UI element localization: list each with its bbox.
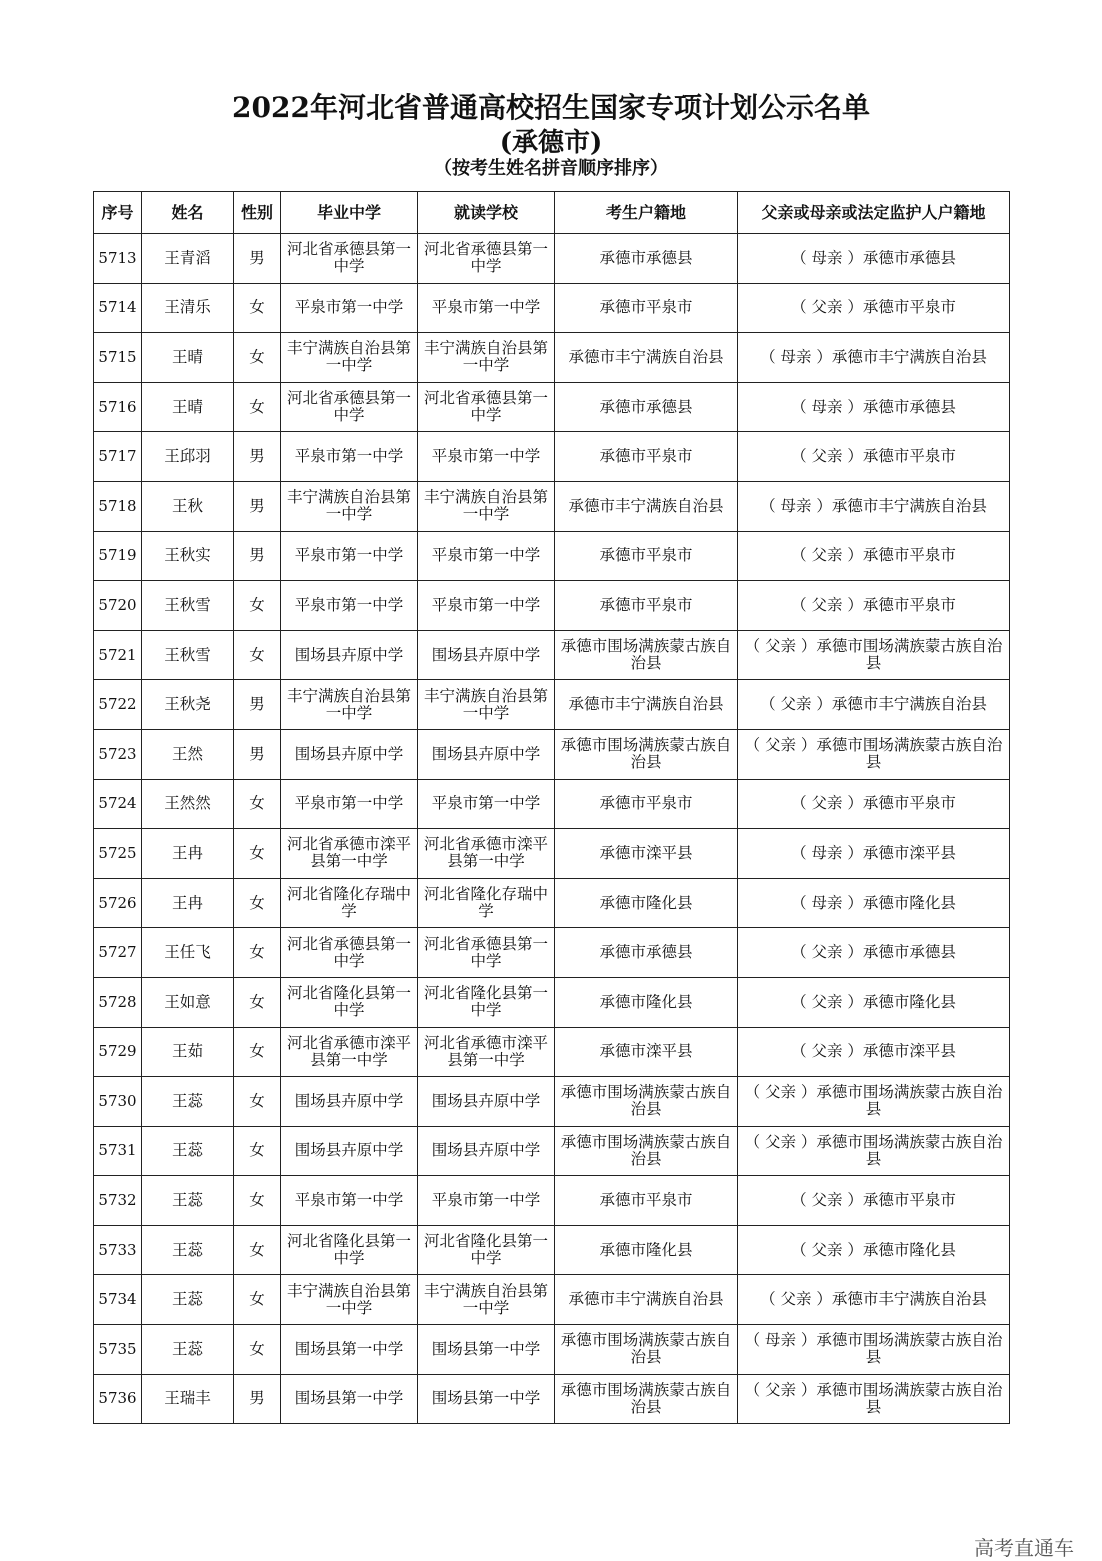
- guardian-residence-cell: （ 父亲 ）承德市平泉市: [738, 283, 1010, 333]
- graduated-school-cell: 平泉市第一中学: [281, 531, 418, 581]
- current-school-cell: 河北省隆化存瑞中学: [418, 878, 555, 928]
- student-residence-cell: 承德市承德县: [555, 234, 738, 284]
- graduated-school-cell: 平泉市第一中学: [281, 1176, 418, 1226]
- guardian-residence-cell: （ 父亲 ）承德市平泉市: [738, 432, 1010, 482]
- seq-cell: 5726: [94, 878, 142, 928]
- graduated-school-cell: 河北省承德市滦平县第一中学: [281, 829, 418, 879]
- gender-cell: 男: [234, 680, 281, 730]
- seq-cell: 5717: [94, 432, 142, 482]
- name-cell: 王任飞: [142, 928, 234, 978]
- current-school-cell: 围场县卉原中学: [418, 1077, 555, 1127]
- gender-cell: 男: [234, 432, 281, 482]
- guardian-residence-cell: （ 父亲 ）承德市平泉市: [738, 779, 1010, 829]
- table-row: [94, 829, 1010, 879]
- table-row: [94, 878, 1010, 928]
- gender-cell: 女: [234, 1126, 281, 1176]
- name-cell: 王蕊: [142, 1126, 234, 1176]
- table-row: [94, 1275, 1010, 1325]
- gender-cell: 男: [234, 729, 281, 779]
- guardian-residence-cell: （ 母亲 ）承德市隆化县: [738, 878, 1010, 928]
- current-school-cell: 平泉市第一中学: [418, 531, 555, 581]
- student-residence-cell: 承德市平泉市: [555, 432, 738, 482]
- name-cell: 王邱羽: [142, 432, 234, 482]
- current-school-cell: 平泉市第一中学: [418, 283, 555, 333]
- name-cell: 王蕊: [142, 1077, 234, 1127]
- guardian-residence-cell: （ 父亲 ）承德市围场满族蒙古族自治县: [738, 1077, 1010, 1127]
- table-body: [94, 234, 1010, 1424]
- current-school-cell: 围场县第一中学: [418, 1374, 555, 1424]
- seq-cell: 5725: [94, 829, 142, 879]
- seq-cell: 5721: [94, 630, 142, 680]
- student-residence-cell: 承德市围场满族蒙古族自治县: [555, 729, 738, 779]
- graduated-school-cell: 围场县第一中学: [281, 1325, 418, 1375]
- current-school-cell: 丰宁满族自治县第一中学: [418, 333, 555, 383]
- table-row: [94, 977, 1010, 1027]
- graduated-school-cell: 河北省承德县第一中学: [281, 382, 418, 432]
- gender-cell: 女: [234, 382, 281, 432]
- student-residence-cell: 承德市隆化县: [555, 977, 738, 1027]
- table-row: [94, 1077, 1010, 1127]
- gender-cell: 男: [234, 1374, 281, 1424]
- header-col-name: 姓名: [142, 192, 234, 234]
- gender-cell: 女: [234, 977, 281, 1027]
- gender-cell: 女: [234, 1027, 281, 1077]
- guardian-residence-cell: （ 母亲 ）承德市围场满族蒙古族自治县: [738, 1325, 1010, 1375]
- header-col-student-residence: 考生户籍地: [555, 192, 738, 234]
- name-cell: 王如意: [142, 977, 234, 1027]
- name-cell: 王冉: [142, 829, 234, 879]
- seq-cell: 5716: [94, 382, 142, 432]
- name-cell: 王晴: [142, 382, 234, 432]
- table-row: [94, 531, 1010, 581]
- seq-cell: 5730: [94, 1077, 142, 1127]
- graduated-school-cell: 围场县卉原中学: [281, 1126, 418, 1176]
- table-row: [94, 432, 1010, 482]
- seq-cell: 5724: [94, 779, 142, 829]
- guardian-residence-cell: （ 父亲 ）承德市丰宁满族自治县: [738, 680, 1010, 730]
- guardian-residence-cell: （ 父亲 ）承德市丰宁满族自治县: [738, 1275, 1010, 1325]
- name-cell: 王蕊: [142, 1275, 234, 1325]
- graduated-school-cell: 河北省承德市滦平县第一中学: [281, 1027, 418, 1077]
- guardian-residence-cell: （ 母亲 ）承德市滦平县: [738, 829, 1010, 879]
- guardian-residence-cell: （ 父亲 ）承德市平泉市: [738, 531, 1010, 581]
- student-residence-cell: 承德市围场满族蒙古族自治县: [555, 1077, 738, 1127]
- student-residence-cell: 承德市丰宁满族自治县: [555, 333, 738, 383]
- gender-cell: 女: [234, 1077, 281, 1127]
- name-cell: 王青滔: [142, 234, 234, 284]
- gender-cell: 女: [234, 333, 281, 383]
- guardian-residence-cell: （ 父亲 ）承德市平泉市: [738, 1176, 1010, 1226]
- graduated-school-cell: 河北省隆化县第一中学: [281, 977, 418, 1027]
- guardian-residence-cell: （ 父亲 ）承德市隆化县: [738, 1225, 1010, 1275]
- table-row: [94, 1225, 1010, 1275]
- student-residence-cell: 承德市滦平县: [555, 829, 738, 879]
- table-row: [94, 333, 1010, 383]
- current-school-cell: 平泉市第一中学: [418, 1176, 555, 1226]
- current-school-cell: 河北省隆化县第一中学: [418, 977, 555, 1027]
- name-cell: 王然: [142, 729, 234, 779]
- graduated-school-cell: 平泉市第一中学: [281, 581, 418, 631]
- graduated-school-cell: 丰宁满族自治县第一中学: [281, 1275, 418, 1325]
- student-residence-cell: 承德市丰宁满族自治县: [555, 481, 738, 531]
- document-subtitle: (承德市): [499, 128, 603, 158]
- graduated-school-cell: 围场县第一中学: [281, 1374, 418, 1424]
- seq-cell: 5735: [94, 1325, 142, 1375]
- current-school-cell: 河北省承德县第一中学: [418, 234, 555, 284]
- student-residence-cell: 承德市丰宁满族自治县: [555, 1275, 738, 1325]
- graduated-school-cell: 丰宁满族自治县第一中学: [281, 333, 418, 383]
- table-header: [94, 192, 1010, 234]
- student-residence-cell: 承德市平泉市: [555, 531, 738, 581]
- table-row: [94, 1176, 1010, 1226]
- header-col-gender: 性别: [234, 192, 281, 234]
- guardian-residence-cell: （ 父亲 ）承德市隆化县: [738, 977, 1010, 1027]
- student-residence-cell: 承德市平泉市: [555, 779, 738, 829]
- gender-cell: 女: [234, 630, 281, 680]
- seq-cell: 5727: [94, 928, 142, 978]
- table-row: [94, 630, 1010, 680]
- seq-cell: 5720: [94, 581, 142, 631]
- student-residence-cell: 承德市承德县: [555, 382, 738, 432]
- student-residence-cell: 承德市平泉市: [555, 283, 738, 333]
- seq-cell: 5736: [94, 1374, 142, 1424]
- student-residence-cell: 承德市承德县: [555, 928, 738, 978]
- guardian-residence-cell: （ 父亲 ）承德市围场满族蒙古族自治县: [738, 1126, 1010, 1176]
- current-school-cell: 平泉市第一中学: [418, 432, 555, 482]
- seq-cell: 5722: [94, 680, 142, 730]
- graduated-school-cell: 河北省承德县第一中学: [281, 928, 418, 978]
- guardian-residence-cell: （ 父亲 ）承德市围场满族蒙古族自治县: [738, 630, 1010, 680]
- header-col-graduated-school: 毕业中学: [281, 192, 418, 234]
- seq-cell: 5723: [94, 729, 142, 779]
- guardian-residence-cell: （ 母亲 ）承德市丰宁满族自治县: [738, 333, 1010, 383]
- table-row: [94, 382, 1010, 432]
- gender-cell: 女: [234, 779, 281, 829]
- seq-cell: 5729: [94, 1027, 142, 1077]
- gender-cell: 女: [234, 1275, 281, 1325]
- table-row: [94, 680, 1010, 730]
- table-row: [94, 1027, 1010, 1077]
- guardian-residence-cell: （ 父亲 ）承德市滦平县: [738, 1027, 1010, 1077]
- guardian-residence-cell: （ 父亲 ）承德市围场满族蒙古族自治县: [738, 1374, 1010, 1424]
- table-row: [94, 928, 1010, 978]
- student-residence-cell: 承德市围场满族蒙古族自治县: [555, 1325, 738, 1375]
- table-row: [94, 1325, 1010, 1375]
- student-residence-cell: 承德市围场满族蒙古族自治县: [555, 1374, 738, 1424]
- gender-cell: 女: [234, 581, 281, 631]
- student-residence-cell: 承德市平泉市: [555, 1176, 738, 1226]
- graduated-school-cell: 围场县卉原中学: [281, 1077, 418, 1127]
- table-row: [94, 729, 1010, 779]
- seq-cell: 5728: [94, 977, 142, 1027]
- current-school-cell: 河北省隆化县第一中学: [418, 1225, 555, 1275]
- graduated-school-cell: 平泉市第一中学: [281, 779, 418, 829]
- table-row: [94, 234, 1010, 284]
- current-school-cell: 围场县卉原中学: [418, 729, 555, 779]
- table-row: [94, 481, 1010, 531]
- student-residence-cell: 承德市隆化县: [555, 1225, 738, 1275]
- seq-cell: 5718: [94, 481, 142, 531]
- table-row: [94, 779, 1010, 829]
- gender-cell: 男: [234, 531, 281, 581]
- header-row: [94, 192, 1010, 234]
- gender-cell: 女: [234, 1176, 281, 1226]
- guardian-residence-cell: （ 母亲 ）承德市承德县: [738, 382, 1010, 432]
- gender-cell: 女: [234, 878, 281, 928]
- current-school-cell: 平泉市第一中学: [418, 581, 555, 631]
- header-col-seq: 序号: [94, 192, 142, 234]
- seq-cell: 5715: [94, 333, 142, 383]
- graduated-school-cell: 平泉市第一中学: [281, 432, 418, 482]
- student-residence-cell: 承德市平泉市: [555, 581, 738, 631]
- name-cell: 王蕊: [142, 1176, 234, 1226]
- name-cell: 王茹: [142, 1027, 234, 1077]
- name-cell: 王秋雪: [142, 581, 234, 631]
- document-title: 2022年河北省普通高校招生国家专项计划公示名单: [232, 91, 870, 124]
- current-school-cell: 围场县卉原中学: [418, 1126, 555, 1176]
- name-cell: 王冉: [142, 878, 234, 928]
- graduated-school-cell: 河北省隆化存瑞中学: [281, 878, 418, 928]
- seq-cell: 5719: [94, 531, 142, 581]
- table-row: [94, 1126, 1010, 1176]
- seq-cell: 5734: [94, 1275, 142, 1325]
- seq-cell: 5731: [94, 1126, 142, 1176]
- student-residence-cell: 承德市丰宁满族自治县: [555, 680, 738, 730]
- gender-cell: 男: [234, 481, 281, 531]
- seq-cell: 5714: [94, 283, 142, 333]
- sort-note: （按考生姓名拼音顺序排序）: [434, 158, 668, 179]
- student-residence-cell: 承德市滦平县: [555, 1027, 738, 1077]
- guardian-residence-cell: （ 父亲 ）承德市承德县: [738, 928, 1010, 978]
- gender-cell: 女: [234, 1225, 281, 1275]
- current-school-cell: 围场县卉原中学: [418, 630, 555, 680]
- name-cell: 王蕊: [142, 1225, 234, 1275]
- current-school-cell: 河北省承德县第一中学: [418, 928, 555, 978]
- name-cell: 王蕊: [142, 1325, 234, 1375]
- student-residence-cell: 承德市隆化县: [555, 878, 738, 928]
- student-residence-cell: 承德市围场满族蒙古族自治县: [555, 1126, 738, 1176]
- graduated-school-cell: 河北省隆化县第一中学: [281, 1225, 418, 1275]
- header-col-guardian-residence: 父亲或母亲或法定监护人户籍地: [738, 192, 1010, 234]
- table-row: [94, 1374, 1010, 1424]
- graduated-school-cell: 围场县卉原中学: [281, 630, 418, 680]
- current-school-cell: 河北省承德市滦平县第一中学: [418, 829, 555, 879]
- table-row: [94, 581, 1010, 631]
- name-cell: 王然然: [142, 779, 234, 829]
- gender-cell: 女: [234, 1325, 281, 1375]
- current-school-cell: 丰宁满族自治县第一中学: [418, 481, 555, 531]
- graduated-school-cell: 丰宁满族自治县第一中学: [281, 481, 418, 531]
- graduated-school-cell: 丰宁满族自治县第一中学: [281, 680, 418, 730]
- gender-cell: 男: [234, 234, 281, 284]
- gender-cell: 女: [234, 283, 281, 333]
- current-school-cell: 丰宁满族自治县第一中学: [418, 1275, 555, 1325]
- graduated-school-cell: 平泉市第一中学: [281, 283, 418, 333]
- guardian-residence-cell: （ 父亲 ）承德市围场满族蒙古族自治县: [738, 729, 1010, 779]
- name-cell: 王秋尧: [142, 680, 234, 730]
- admission-list-table: [93, 191, 1010, 1424]
- header-col-current-school: 就读学校: [418, 192, 555, 234]
- current-school-cell: 丰宁满族自治县第一中学: [418, 680, 555, 730]
- current-school-cell: 围场县第一中学: [418, 1325, 555, 1375]
- name-cell: 王秋雪: [142, 630, 234, 680]
- gender-cell: 女: [234, 829, 281, 879]
- table-row: [94, 283, 1010, 333]
- name-cell: 王清乐: [142, 283, 234, 333]
- name-cell: 王瑞丰: [142, 1374, 234, 1424]
- name-cell: 王晴: [142, 333, 234, 383]
- current-school-cell: 河北省承德市滦平县第一中学: [418, 1027, 555, 1077]
- gender-cell: 女: [234, 928, 281, 978]
- seq-cell: 5733: [94, 1225, 142, 1275]
- name-cell: 王秋实: [142, 531, 234, 581]
- graduated-school-cell: 河北省承德县第一中学: [281, 234, 418, 284]
- seq-cell: 5732: [94, 1176, 142, 1226]
- watermark-text: 高考直通车: [974, 1536, 1074, 1560]
- guardian-residence-cell: （ 父亲 ）承德市平泉市: [738, 581, 1010, 631]
- current-school-cell: 河北省承德县第一中学: [418, 382, 555, 432]
- student-residence-cell: 承德市围场满族蒙古族自治县: [555, 630, 738, 680]
- current-school-cell: 平泉市第一中学: [418, 779, 555, 829]
- seq-cell: 5713: [94, 234, 142, 284]
- guardian-residence-cell: （ 母亲 ）承德市丰宁满族自治县: [738, 481, 1010, 531]
- name-cell: 王秋: [142, 481, 234, 531]
- graduated-school-cell: 围场县卉原中学: [281, 729, 418, 779]
- guardian-residence-cell: （ 母亲 ）承德市承德县: [738, 234, 1010, 284]
